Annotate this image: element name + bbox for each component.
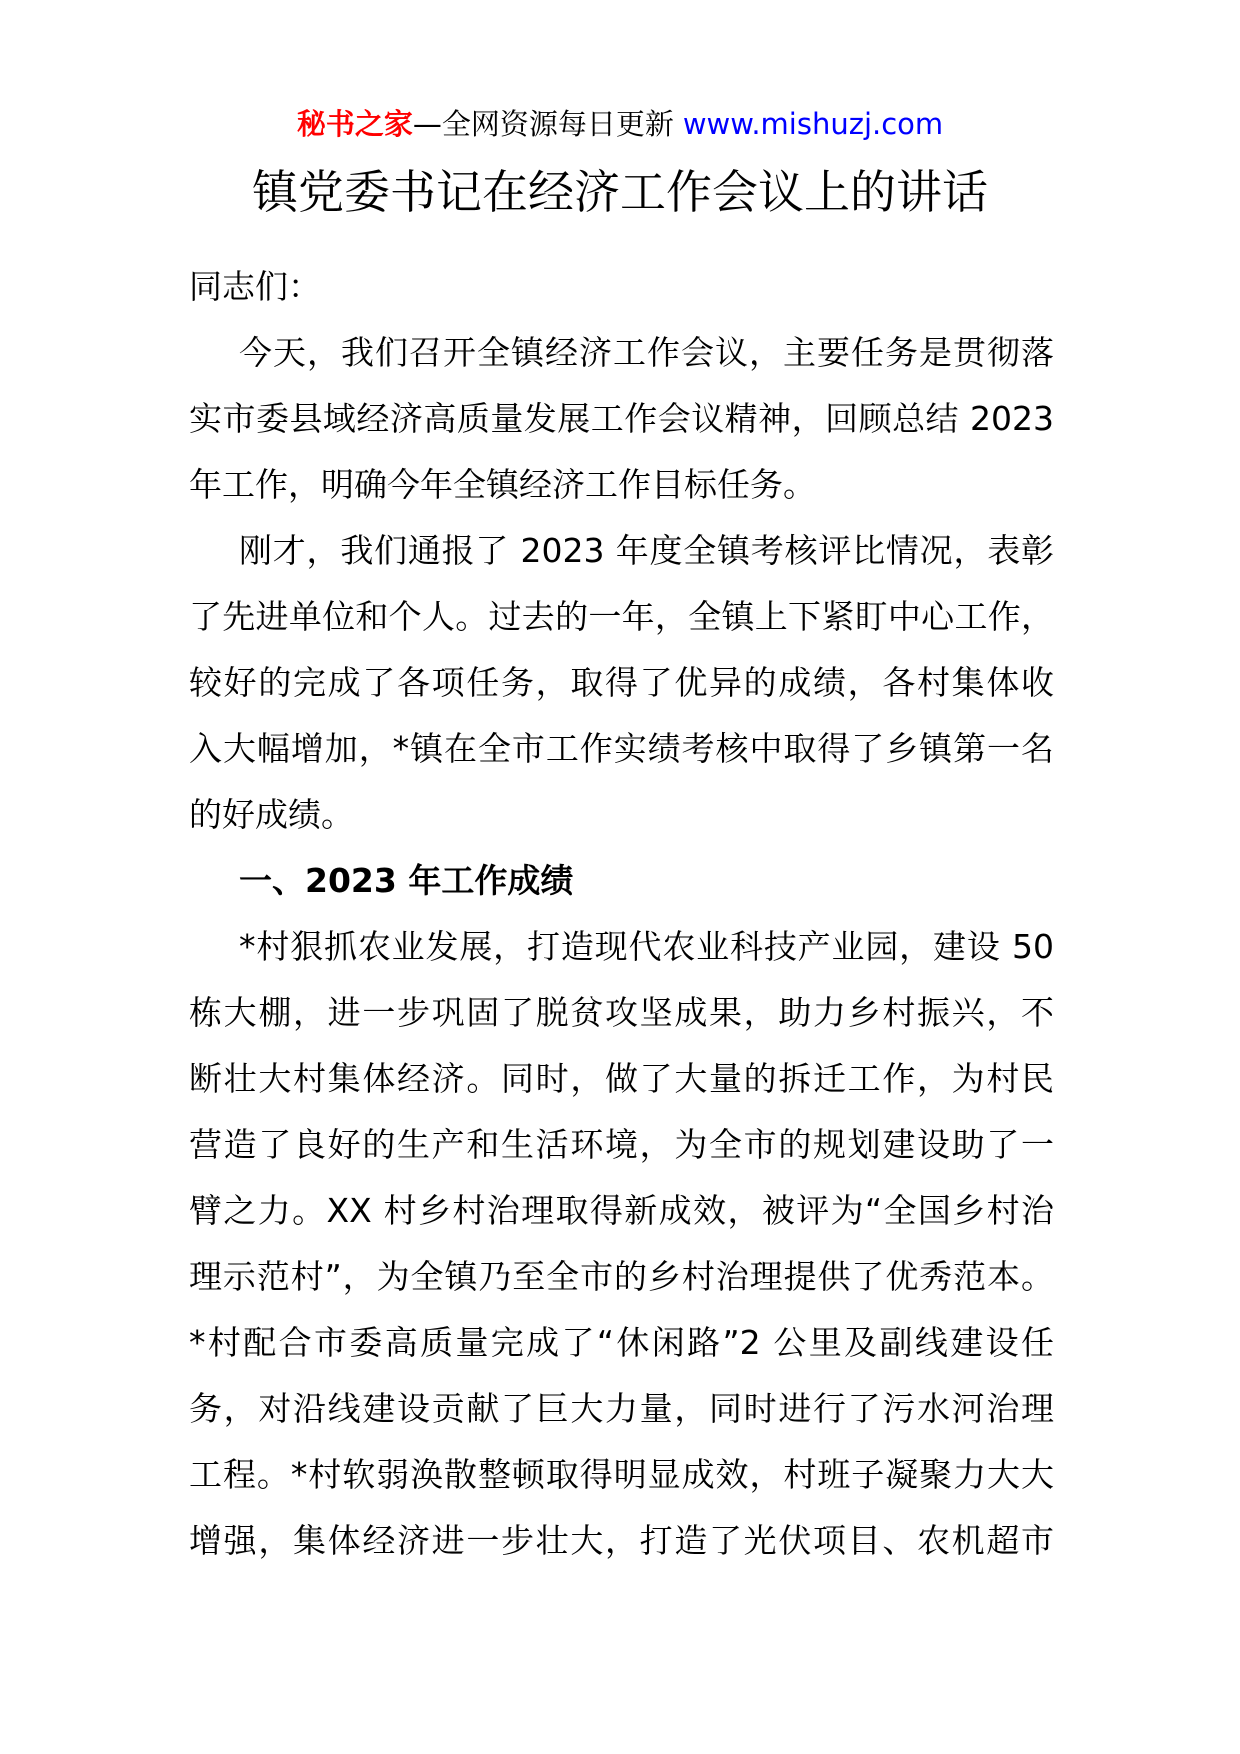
paragraph-line: 了先进单位和个人。过去的一年，全镇上下紧盯中心工作， — [189, 597, 1054, 636]
paragraph-line: 务，对沿线建设贡献了巨大力量，同时进行了污水河治理 — [189, 1389, 1054, 1428]
document-body — [189, 254, 1054, 1574]
paragraph-line: 较好的完成了各项任务，取得了优异的成绩，各村集体收 — [189, 663, 1054, 702]
paragraph-line: 增强，集体经济进一步壮大，打造了光伏项目、农机超市 — [189, 1521, 1054, 1560]
paragraph — [189, 518, 1054, 848]
paragraph-line: 工程。*村软弱涣散整顿取得明显成效，村班子凝聚力大大 — [189, 1455, 1054, 1494]
paragraph-line: *村狠抓农业发展，打造现代农业科技产业园，建设 50 — [239, 927, 1054, 966]
paragraph-line: 年工作，明确今年全镇经济工作目标任务。 — [189, 465, 816, 504]
paragraph-line: 入大幅增加，*镇在全市工作实绩考核中取得了乡镇第一名 — [189, 729, 1054, 768]
paragraph-line: 断壮大村集体经济。同时，做了大量的拆迁工作，为村民 — [189, 1059, 1054, 1098]
paragraph-line: 的好成绩。 — [189, 795, 354, 834]
paragraph-line: *村配合市委高质量完成了“休闲路”2 公里及副线建设任 — [189, 1323, 1054, 1362]
paragraph-line: 栋大棚，进一步巩固了脱贫攻坚成果，助力乡村振兴，不 — [189, 993, 1054, 1032]
section-heading: 一、2023 年工作成绩 — [239, 861, 574, 900]
site-url: www.mishuzj.com — [682, 107, 944, 141]
paragraph-line: 理示范村”，为全镇乃至全市的乡村治理提供了优秀范本。 — [189, 1257, 1054, 1296]
paragraph-line: 今天，我们召开全镇经济工作会议，主要任务是贯彻落 — [239, 333, 1054, 372]
site-header — [0, 104, 1240, 144]
document-title: 镇党委书记在经济工作会议上的讲话 — [252, 165, 988, 219]
paragraph — [189, 914, 1054, 1574]
paragraph-line: 实市委县域经济高质量发展工作会议精神，回顾总结 2023 — [189, 399, 1054, 438]
paragraph-line: 臂之力。XX 村乡村治理取得新成效，被评为“全国乡村治 — [189, 1191, 1054, 1230]
site-tagline: —全网资源每日更新 — [412, 107, 674, 141]
paragraph-line: 营造了良好的生产和生活环境，为全市的规划建设助了一 — [189, 1125, 1054, 1164]
paragraph — [189, 320, 1054, 518]
brand-name: 秘书之家 — [296, 107, 413, 141]
paragraph-line: 刚才，我们通报了 2023 年度全镇考核评比情况，表彰 — [239, 531, 1054, 570]
salutation: 同志们： — [189, 267, 321, 306]
